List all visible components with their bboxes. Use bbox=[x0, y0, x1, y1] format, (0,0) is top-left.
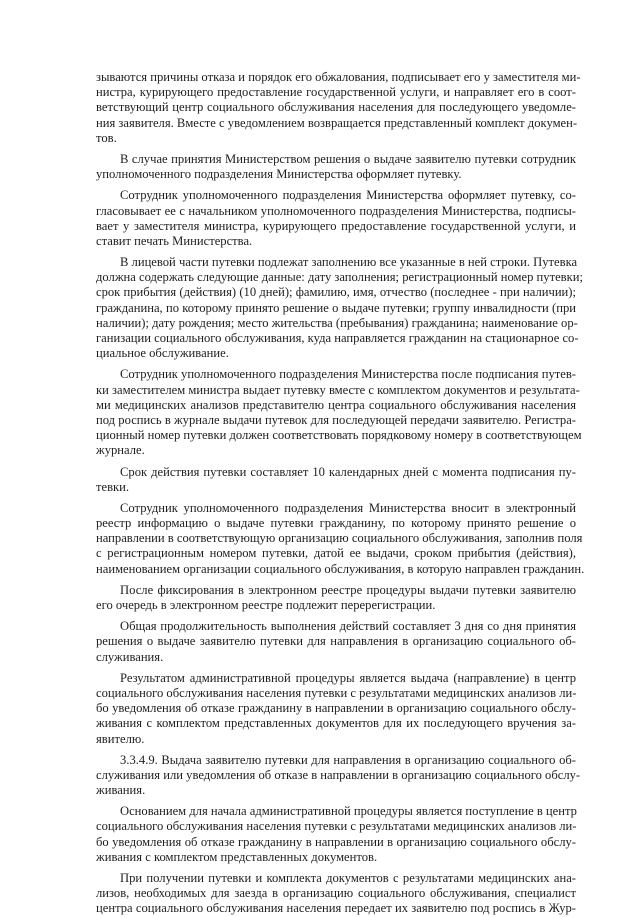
text-line: В лицевой части путевки подлежат заполнению все указанные в ней строки. Путевка bbox=[120, 255, 578, 270]
text-line: социального обслуживания населения путевки с результатами медицинских анализов ли- bbox=[96, 819, 577, 834]
text-line: реестр информацию о выдаче путевки гражданину, по которому принято решение о bbox=[96, 516, 576, 531]
text-line: наличии); дату рождения; место жительства (пребывания) гражданина; наименование ор- bbox=[96, 315, 578, 330]
text-line: лизов, необходимых для заезда в организацию социального обслуживания, специалист bbox=[96, 886, 576, 901]
text-line: циальное обслуживание. bbox=[96, 346, 229, 361]
text-line: ки заместителем министра выдает путевку вместе с комплектом документов и результата- bbox=[96, 382, 580, 397]
text-line: После фиксирования в электронном реестре процедуры выдачи путевки заявителю bbox=[120, 582, 576, 597]
text-line: служивания или уведомления об отказе в направлении в организацию социального обслу- bbox=[96, 767, 581, 782]
text-line: под роспись в журнале выдачи путевок для последующей передачи заявителю. Регистра- bbox=[96, 412, 576, 427]
text-line: вает у заместителя министра, курирующего предоставление государственной услуги, и bbox=[96, 218, 576, 233]
text-line: его очередь в электронном реестре подлежит перерегистрации. bbox=[96, 598, 436, 612]
text-line: Срок действия путевки составляет 10 календарных дней с момента подписания пу- bbox=[120, 464, 576, 479]
text-line: Сотрудник уполномоченного подразделения Министерства вносит в электронный bbox=[120, 500, 576, 515]
text-line: ния заявителя. Вместе с уведомлением возвращается представленный комплект докумен- bbox=[96, 115, 578, 130]
text-line: тов. bbox=[96, 130, 117, 145]
paragraph bbox=[96, 188, 576, 249]
paragraph bbox=[96, 465, 576, 495]
text-line: зываются причины отказа и порядок его обжалования, подписывает его у заместителя ми- bbox=[96, 70, 581, 84]
paragraph bbox=[96, 804, 576, 865]
text-line: Общая продолжительность выполнения действий составляет 3 дня со дня принятия bbox=[120, 619, 576, 634]
text-line: живания с комплектом представленных документов. bbox=[96, 849, 378, 864]
text-line: нистра, курирующего предоставление государственной услуги, и направляет его в соот- bbox=[96, 85, 576, 100]
text-line: с регистрационным номером путевки, датой ее выдачи, сроком прибытия (действия), bbox=[96, 546, 576, 561]
text-line: явителю. bbox=[96, 731, 145, 746]
text-line: При получении путевки и комплекта документов с результатами медицинских ана- bbox=[120, 871, 576, 885]
text-line: Результатом административной процедуры является выдача (направление) в центр bbox=[120, 670, 576, 685]
paragraph bbox=[96, 500, 585, 577]
text-line: гражданина, по которому принято решение о выдаче путевки; группу инвалидности (при bbox=[96, 300, 576, 315]
paragraph bbox=[96, 671, 576, 747]
text-line: живания с комплектом представленных документов для их последующего вручения за- bbox=[96, 716, 576, 731]
text-line: ставит печать Министерства. bbox=[96, 233, 253, 248]
text-line: бо уведомления об отказе гражданину в направлении в организацию социального обслу- bbox=[96, 701, 576, 716]
text-line: живания. bbox=[96, 783, 146, 798]
paragraph bbox=[96, 752, 581, 799]
paragraph bbox=[96, 871, 576, 917]
text-line: служивания. bbox=[96, 649, 164, 664]
text-line: наименованием организации социального обслуживания, в которую направлен гражданин. bbox=[96, 561, 585, 576]
text-line: ционный номер путевки должен соответствовать порядковому номеру в соответствующем bbox=[96, 428, 582, 443]
text-line: направлении в соответствующую организацию социального обслуживания, заполнив поля bbox=[96, 531, 583, 546]
text-line: Сотрудник уполномоченного подразделения Министерства оформляет путевку, со- bbox=[120, 188, 576, 203]
text-line: центра социального обслуживания населения передает их заявителю под роспись в Жур- bbox=[96, 901, 576, 916]
text-line: В случае принятия Министерством решения о выдаче заявителю путевки сотрудник bbox=[120, 151, 576, 166]
paragraph bbox=[96, 70, 581, 146]
paragraph bbox=[96, 152, 576, 182]
text-line: 3.3.4.9. Выдача заявителю путевки для направления в организацию социального об- bbox=[120, 752, 576, 767]
text-line: ветствующий центр социального обслуживания населения для последующего уведомле- bbox=[96, 100, 576, 115]
document-body bbox=[96, 70, 585, 917]
text-line: журнале. bbox=[96, 443, 145, 458]
text-line: социального обслуживания населения путевки с результатами медицинских анализов ли- bbox=[96, 685, 577, 700]
paragraph bbox=[96, 255, 583, 361]
text-line: бо уведомления об отказе гражданину в направлении в организацию социального обслу- bbox=[96, 834, 576, 849]
text-line: уполномоченного подразделения Министерства оформляет путевку. bbox=[96, 167, 462, 182]
text-line: срок прибытия (действия) (10 дней); фамилию, имя, отчество (последнее - при наличии); bbox=[96, 285, 576, 300]
paragraph bbox=[96, 583, 576, 613]
text-line: ми медицинских анализов представителю центра социального обслуживания населения bbox=[96, 397, 576, 412]
text-line: должна содержать следующие данные: дату заполнения; регистрационный номер путевки; bbox=[96, 270, 583, 285]
text-line: решения о выдаче заявителю путевки для направления в организацию социального об- bbox=[96, 634, 576, 649]
text-line: Основанием для начала административной процедуры является поступление в центр bbox=[120, 804, 577, 819]
text-line: тевки. bbox=[96, 479, 130, 494]
paragraph bbox=[96, 367, 582, 458]
text-line: ганизации социального обслуживания, куда направляется гражданин на стационарное со- bbox=[96, 331, 579, 345]
paragraph bbox=[96, 619, 576, 665]
text-line: гласовывает ее с начальником уполномоченного подразделения Министерства, подписы- bbox=[96, 203, 576, 218]
text-line: Сотрудник уполномоченного подразделения Министерства после подписания путев- bbox=[120, 367, 576, 382]
